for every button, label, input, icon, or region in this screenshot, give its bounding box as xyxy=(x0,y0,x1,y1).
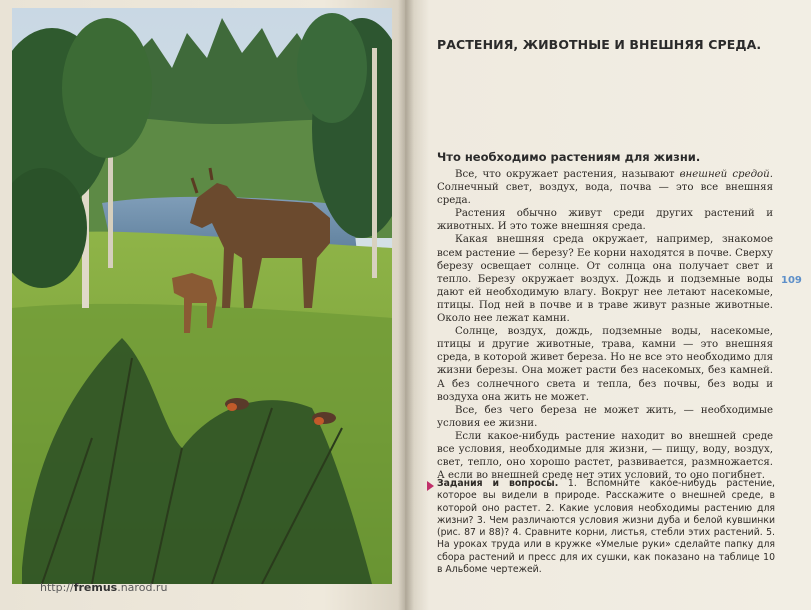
triangle-marker-icon xyxy=(427,481,434,491)
paragraph xyxy=(437,168,773,207)
emphasized-term: внешней средой xyxy=(679,169,770,180)
tasks-block xyxy=(437,478,775,576)
left-page xyxy=(0,0,405,610)
paragraph: Все, без чего береза не может жить, — необходимые условия ее жизни. xyxy=(437,404,773,429)
paragraph: Растения обычно живут среди других растений и животных. И это тоже внешняя среда. xyxy=(437,208,773,233)
book-gutter xyxy=(398,0,414,610)
paragraph: Солнце, воздух, дождь, подземные воды, насекомые, птицы и другие животные, трава, камни — это внешняя среда, в которой живет береза. Но не все это необходимо для жизни березы. Она может расти без насекомых, без камней. А без солнечного света и тепла, без почвы, без воды и воздуха она жить не может. xyxy=(437,326,773,403)
watermark-bold: fremus xyxy=(73,581,118,594)
paragraph: Какая внешняя среда окружает, например, знакомое всем растение — березу? Ее корни находятся в почве. Сверху березу освещает солнце. От солнца она получает свет и тепло. Березу окружает воздух. Дождь и подземные воды дают ей необходимую влагу. Вокруг нее летают насекомые, птицы. Под ней в почве и в траве живут разные животные. Около нее лежат камни. xyxy=(437,234,773,325)
watermark-suffix: .narod.ru xyxy=(117,581,168,594)
paragraph-text: . Солнечный свет, воздух, вода, почва — это все внешняя среда. xyxy=(437,169,773,207)
paragraph-text: Все, что окружает растения, называют xyxy=(455,169,680,180)
moose-forest-illustration xyxy=(12,8,392,584)
section-subtitle: Что необходимо растениям для жизни. xyxy=(437,150,701,164)
watermark-prefix: http:// xyxy=(40,581,74,594)
body-text xyxy=(437,168,773,482)
page-number: 109 xyxy=(781,275,802,286)
tasks-text: 1. Вспомните какое-нибудь растение, которое вы видели в природе. Расскажите о внешней среде, в которой оно растет. 2. Какие условия необходимы растению для жизни? 3. Чем различаются условия жизни дуба и белой кувшинки (рис. 87 и 88)? 4. Сравните корни, листья, стебли этих растений. 5. На уроках труда или в кружке «Умелые руки» сделайте папку для сбора растений и пресс для их сушки, как показано на таблице 10 в Альбоме чертежей. xyxy=(437,478,776,576)
tasks-heading: Задания и вопросы. xyxy=(437,478,559,489)
paragraph: Если какое-нибудь растение находит во внешней среде все условия, необходимые для жизни, — пищу, воду, воздух, свет, тепло, оно хорошо растет, развивается, размножается. А если во внешней среде нет этих условий, то оно погибнет. xyxy=(437,430,773,482)
watermark xyxy=(40,581,167,594)
chapter-title: РАСТЕНИЯ, ЖИВОТНЫЕ И ВНЕШНЯЯ СРЕДА. xyxy=(437,37,762,52)
